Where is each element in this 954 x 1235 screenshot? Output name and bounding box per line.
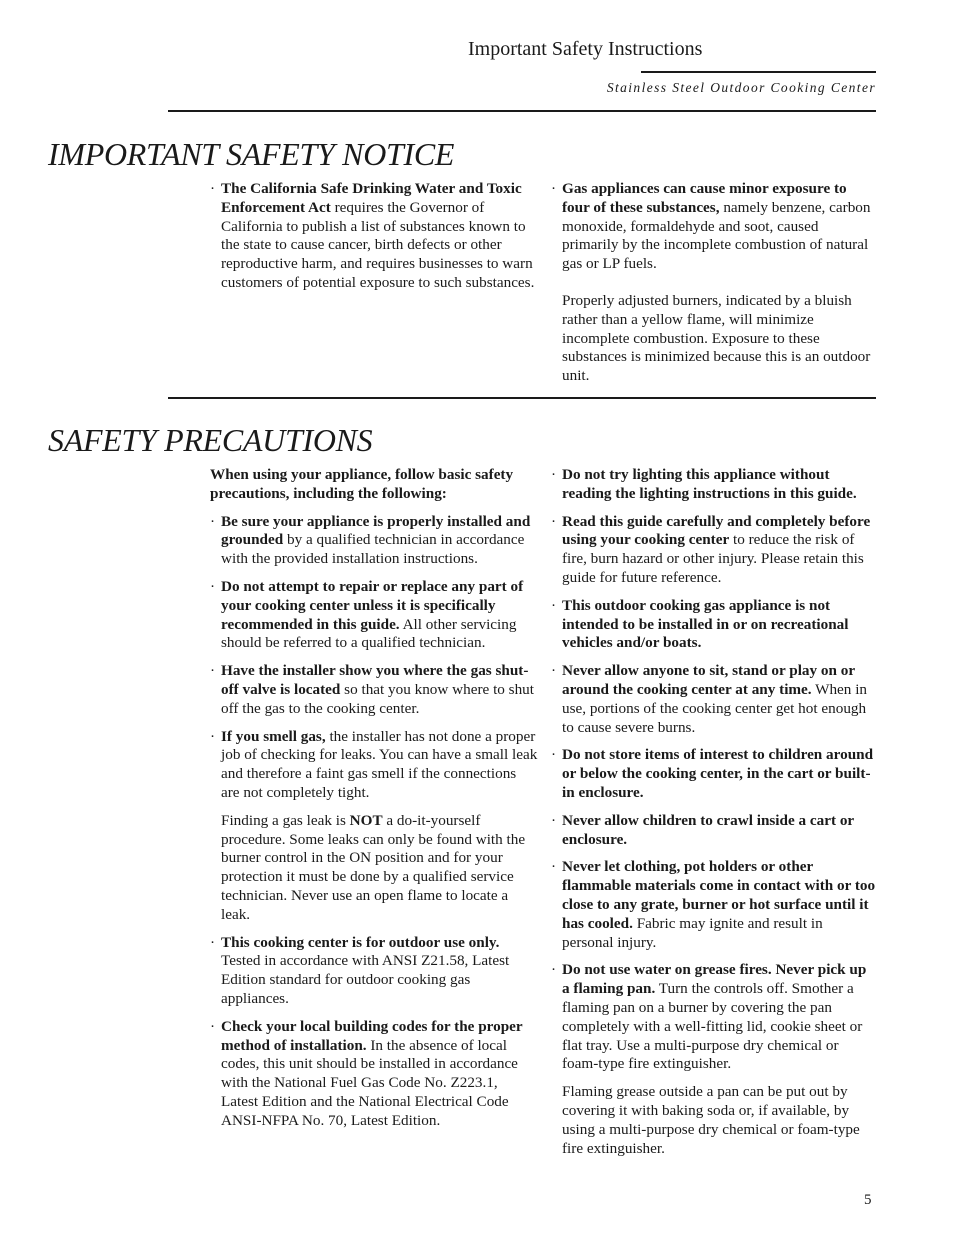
bullet-icon: · [551,961,557,979]
bullet-icon: · [210,180,216,197]
header-rule [641,71,876,73]
bullet-icon: · [551,512,557,530]
bullet-icon: · [210,662,216,680]
precaution-item: · Never allow anyone to sit, stand or play on or around the cooking center at any time. When in use, portions of the cooking center get hot enough to cause severe burns. [551,662,868,736]
notice-california-item: · The California Safe Drinking Water and Toxic Enforcement Act requires the Governor of California to publish a list of substances known to the state to cause cancer, birth defects or other reproductive harm, and requires businesses to warn customers of potential exposure to such substances. [210,180,535,291]
page-number: 5 [864,1192,872,1208]
bullet-icon: · [551,596,557,614]
flaming-grease-paragraph: Flaming grease outside a pan can be put out by covering it with baking soda or, if available, by using a multi-purpose dry chemical or foam-type fire extinguisher. [562,1083,860,1157]
precaution-item: · This cooking center is for outdoor use only. Tested in accordance with ANSI Z21.58, Latest Edition standard for outdoor cooking gas appliances. [210,933,510,1007]
bullet-icon: · [551,858,557,876]
bullet-icon: · [551,811,557,829]
notice-right-column [551,180,876,395]
notice-heading: IMPORTANT SAFETY NOTICE [48,136,455,172]
header-subtitle: Stainless Steel Outdoor Cooking Center [606,80,876,95]
precautions-intro: When using your appliance, follow basic safety precautions, including the following: [210,466,514,502]
precaution-item: · Do not store items of interest to children around or below the cooking center, in the cart or built-in enclosure. [551,746,874,801]
precaution-item: · Do not attempt to repair or replace any part of your cooking center unless it is specifically recommended in this guide. All other servicing should be referred to a qualified technician. [210,577,524,652]
precautions-heading: SAFETY PRECAUTIONS [48,422,373,458]
notice-burner-paragraph: Properly adjusted burners, indicated by a bluish rather than a yellow flame, will minimize incomplete combustion. Exposure to these substances is minimized because this is an outdoor unit. [562,291,871,385]
bullet-icon: · [551,180,557,197]
bullet-icon: · [210,512,216,530]
precaution-item: · Do not try lighting this appliance without reading the lighting instructions in this guide. [551,466,857,502]
precautions-right-column [551,466,876,1167]
section-divider-rule [168,397,876,399]
precautions-left-column [210,466,538,1140]
bullet-icon: · [551,746,557,764]
precaution-item: · Read this guide carefully and completely before using your cooking center to reduce the risk of fire, burn hazard or other injury. Please retain this guide for future reference. [551,512,871,586]
precaution-item: · Never let clothing, pot holders or other flammable materials come in contact with or too close to any grate, burner or hot surface until it has cooled. Fabric may ignite and result in personal injury. [551,858,876,951]
precaution-item: · If you smell gas, the installer has not done a proper job of checking for leaks. You can have a small leak and therefore a faint gas smell if the connections are not completely tight. [210,727,538,801]
bullet-icon: · [551,466,557,483]
precaution-item: · This outdoor cooking gas appliance is not intended to be installed in or on recreational vehicles and/or boats. [551,596,849,652]
header-title: Important Safety Instructions [468,38,703,60]
bullet-icon: · [210,727,216,745]
notice-gas-item: · Gas appliances can cause minor exposure to four of these substances, namely benzene, carbon monoxide, formaldehyde and soot, caused primarily by the incomplete combustion of natural gas or LP fuels. [551,180,871,273]
precaution-item: · Be sure your appliance is properly installed and grounded by a qualified technician in accordance with the provided installation instructions. [210,512,531,568]
gas-leak-paragraph: Finding a gas leak is NOT a do-it-yourself procedure. Some leaks can only be found with the burner control in the ON position and for your protection it must be done by a qualified service technician. Never use an open flame to locate a leak. [221,811,526,923]
bullet-icon: · [210,577,216,595]
notice-left-column [210,180,535,302]
bullet-icon: · [210,1017,216,1035]
precaution-item: · Never allow children to crawl inside a cart or enclosure. [551,811,854,848]
bullet-icon: · [210,933,216,951]
precaution-item: · Do not use water on grease fires. Never pick up a flaming pan. Turn the controls off. Smother a flaming pan on a burner by covering the pan completely with a well-fitting lid, cookie sheet or flat tray. Use a multi-purpose dry chemical or foam-type fire extinguisher. [551,961,867,1073]
bullet-icon: · [551,662,557,680]
precaution-item: · Check your local building codes for the proper method of installation. In the absence of local codes, this unit should be installed in accordance with the National Fuel Gas Code No. Z223.1, Latest Edition and the National Electrical Code ANSI-NFPA No. 70, Latest Edition. [210,1017,523,1129]
header-bottom-rule [168,110,876,112]
precaution-item: · Have the installer show you where the gas shut-off valve is located so that you know where to shut off the gas to the cooking center. [210,662,534,717]
